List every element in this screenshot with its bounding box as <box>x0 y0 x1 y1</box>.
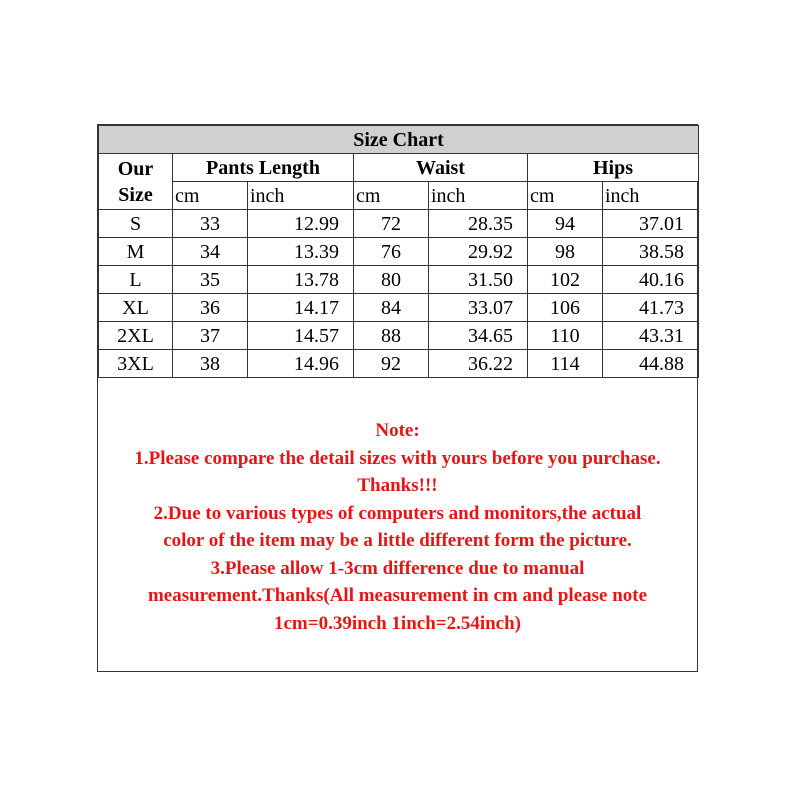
hips-header: Hips <box>528 154 699 182</box>
size-header-line1: Our <box>117 157 154 180</box>
pants-inch-cell: 12.99 <box>248 210 354 238</box>
table-row <box>99 350 699 378</box>
size-cell: 2XL <box>99 322 173 350</box>
size-header-line2: Size <box>118 183 153 206</box>
hips-cm-cell: 102 <box>528 266 603 294</box>
hips-inch-cell: 38.58 <box>603 238 699 266</box>
table-title: Size Chart <box>99 126 699 154</box>
waist-inch-cell: 28.35 <box>429 210 528 238</box>
waist-cm-cell: 76 <box>354 238 429 266</box>
pants-inch-cell: 13.39 <box>248 238 354 266</box>
waist-cm-cell: 80 <box>354 266 429 294</box>
pants-cm-cell: 34 <box>173 238 248 266</box>
hips-cm-cell: 98 <box>528 238 603 266</box>
table-row <box>99 266 699 294</box>
hips-inch-cell: 43.31 <box>603 322 699 350</box>
pants-inch-cell: 14.57 <box>248 322 354 350</box>
note-line: 1cm=0.39inch 1inch=2.54inch) <box>273 612 522 634</box>
table-row <box>99 322 699 350</box>
unit-pants-inch: inch <box>248 182 354 210</box>
title-row <box>99 126 699 154</box>
hips-cm-cell: 106 <box>528 294 603 322</box>
pants-cm-cell: 33 <box>173 210 248 238</box>
pants-length-header: Pants Length <box>173 154 354 182</box>
waist-inch-cell: 29.92 <box>429 238 528 266</box>
table-row <box>99 238 699 266</box>
header-row <box>99 154 699 182</box>
waist-inch-cell: 31.50 <box>429 266 528 294</box>
hips-inch-cell: 37.01 <box>603 210 699 238</box>
hips-inch-cell: 41.73 <box>603 294 699 322</box>
table-row <box>99 210 699 238</box>
waist-inch-cell: 34.65 <box>429 322 528 350</box>
notes-section <box>98 417 697 637</box>
note-line: Thanks!!! <box>357 475 438 496</box>
pants-inch-cell: 13.78 <box>248 266 354 294</box>
size-chart-table <box>98 125 699 378</box>
waist-cm-cell: 84 <box>354 294 429 322</box>
note-line: 1.Please compare the detail sizes with yours before you purchase. <box>134 447 661 469</box>
hips-cm-cell: 94 <box>528 210 603 238</box>
size-cell: S <box>99 210 173 238</box>
waist-inch-cell: 36.22 <box>429 350 528 378</box>
note-line: measurement.Thanks(All measurement in cm and please note <box>147 585 648 606</box>
size-cell: XL <box>99 294 173 322</box>
unit-hips-inch: inch <box>603 182 699 210</box>
size-cell: L <box>99 266 173 294</box>
size-cell: 3XL <box>99 350 173 378</box>
waist-cm-cell: 72 <box>354 210 429 238</box>
pants-cm-cell: 36 <box>173 294 248 322</box>
pants-cm-cell: 35 <box>173 266 248 294</box>
unit-waist-inch: inch <box>429 182 528 210</box>
hips-inch-cell: 44.88 <box>603 350 699 378</box>
table-row <box>99 294 699 322</box>
note-line: color of the item may be a little different form the picture. <box>163 530 632 551</box>
waist-cm-cell: 92 <box>354 350 429 378</box>
waist-inch-cell: 33.07 <box>429 294 528 322</box>
size-cell: M <box>99 238 173 266</box>
hips-cm-cell: 114 <box>528 350 603 378</box>
pants-inch-cell: 14.96 <box>248 350 354 378</box>
waist-cm-cell: 88 <box>354 322 429 350</box>
hips-cm-cell: 110 <box>528 322 603 350</box>
waist-header: Waist <box>354 154 528 182</box>
note-heading: Note: <box>375 420 420 441</box>
pants-cm-cell: 37 <box>173 322 248 350</box>
note-line: 2.Due to various types of computers and monitors,the actual <box>153 502 642 524</box>
size-column-header <box>99 154 173 210</box>
unit-row <box>99 182 699 210</box>
pants-inch-cell: 14.17 <box>248 294 354 322</box>
unit-waist-cm: cm <box>354 182 429 210</box>
pants-cm-cell: 38 <box>173 350 248 378</box>
note-line: 3.Please allow 1-3cm difference due to manual <box>210 557 585 579</box>
hips-inch-cell: 40.16 <box>603 266 699 294</box>
unit-hips-cm: cm <box>528 182 603 210</box>
unit-pants-cm: cm <box>173 182 248 210</box>
size-chart-frame <box>97 124 698 672</box>
